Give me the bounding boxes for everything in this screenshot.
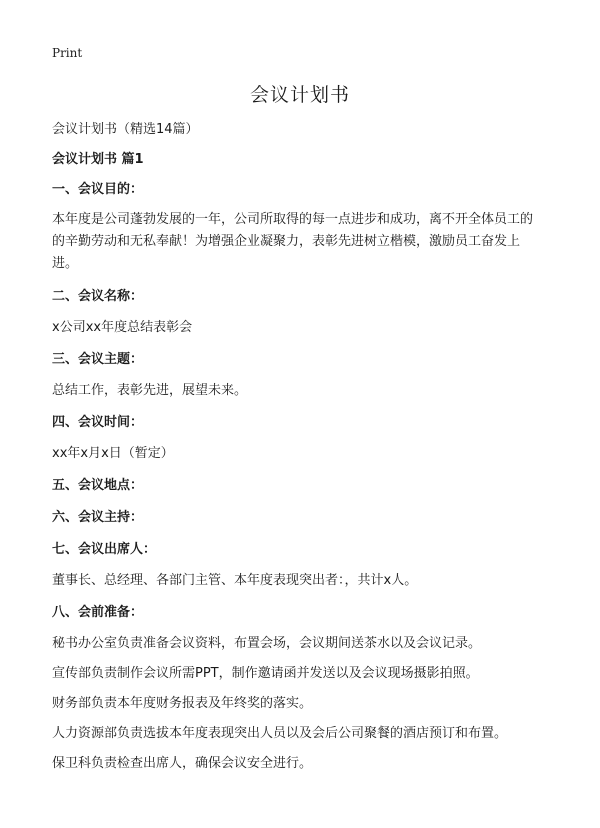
paragraph-theme: 总结工作，表彰先进，展望未来。 — [52, 383, 248, 398]
preparation-item-publicity: 宣传部负责制作会议所需PPT，制作邀请函并发送以及会议现场摄影拍照。 — [52, 666, 479, 681]
paragraph-time: xx年x月x日（暂定） — [52, 446, 174, 461]
heading-purpose: 一、会议目的： — [52, 182, 144, 197]
heading-attendees: 七、会议出席人： — [52, 542, 157, 557]
document-body — [52, 120, 552, 774]
heading-location: 五、会议地点： — [52, 478, 144, 493]
document-subtitle: 会议计划书（精选14篇） — [52, 122, 199, 137]
paragraph-purpose: 本年度是公司蓬勃发展的一年，公司所取得的每一点进步和成功，离不开全体员工的的辛勤劳动和无私奉献！为增强企业凝聚力，表彰先进树立楷模，激励员工奋发上进。 — [52, 212, 534, 271]
heading-name: 二、会议名称： — [52, 289, 144, 304]
heading-preparation: 八、会前准备： — [52, 605, 144, 620]
heading-host: 六、会议主持： — [52, 510, 144, 525]
preparation-item-secretary: 秘书办公室负责准备会议资料，布置会场，会议期间送茶水以及会议记录。 — [52, 636, 482, 651]
document-title: 会议计划书 — [249, 84, 350, 106]
heading-theme: 三、会议主题： — [52, 352, 144, 367]
preparation-item-security: 保卫科负责检查出席人，确保会议安全进行。 — [52, 756, 313, 771]
preparation-item-hr: 人力资源部负责选拔本年度表现突出人员以及会后公司聚餐的酒店预订和布置。 — [52, 726, 508, 741]
print-link[interactable]: Print — [52, 46, 83, 60]
paragraph-name: x公司xx年度总结表彰会 — [52, 320, 193, 335]
section-title: 会议计划书 篇1 — [52, 152, 144, 167]
paragraph-attendees: 董事长、总经理、各部门主管、本年度表现突出者：，共计x人。 — [52, 573, 418, 588]
preparation-item-finance: 财务部负责本年度财务报表及年终奖的落实。 — [52, 696, 313, 711]
preparation-list — [52, 633, 552, 774]
heading-time: 四、会议时间： — [52, 415, 144, 430]
